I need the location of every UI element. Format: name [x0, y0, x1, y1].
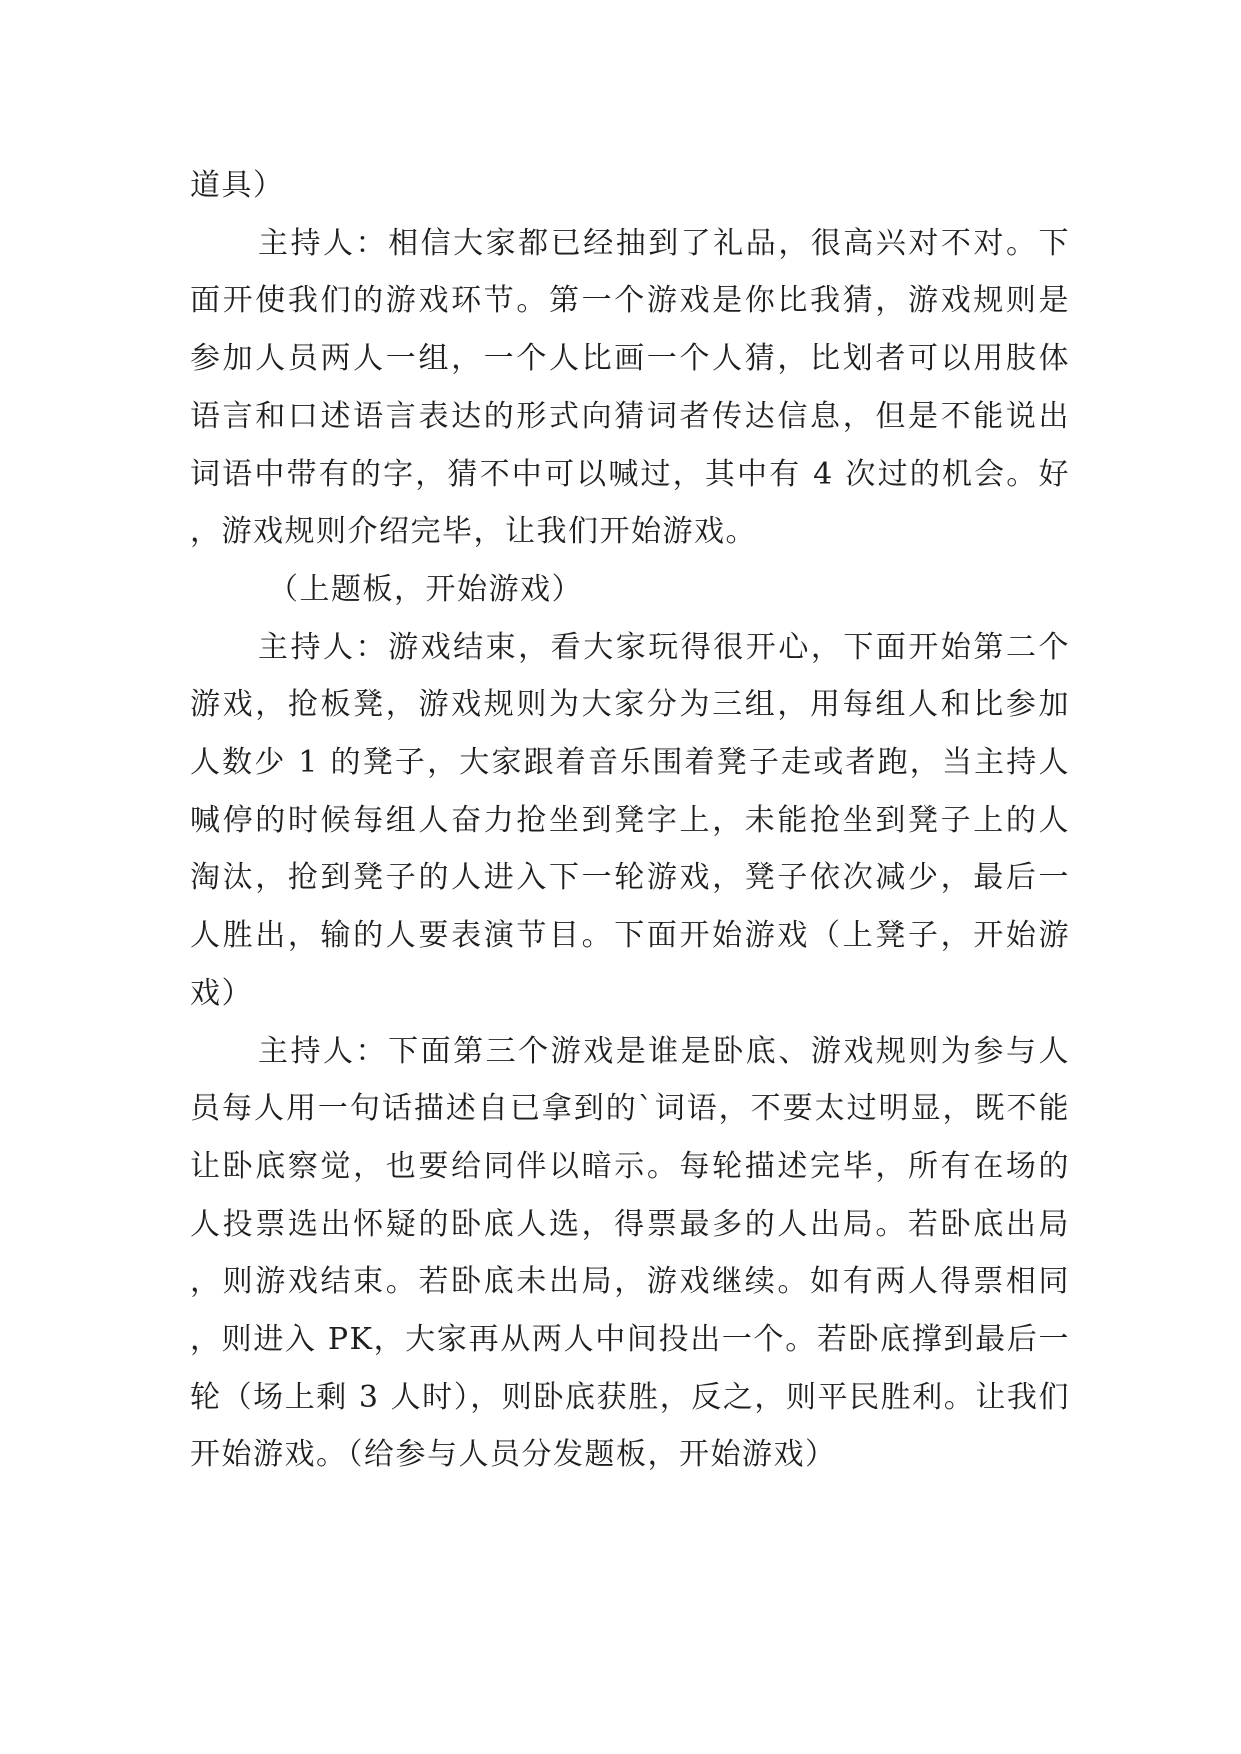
document-body	[190, 157, 1070, 1484]
paragraph-stage-direction: （上题板，开始游戏）	[268, 571, 583, 607]
paragraph-props-end: 道具）	[190, 168, 285, 203]
paragraph-host-game-one: 主持人：相信大家都已经抽到了礼品，很高兴对不对。下面开使我们的游戏环节。第一个游戏是你比我猜，游戏规则是参加人员两人一组，一个人比画一个人猜，比划者可以用肢体语言和口述语言表达的形式向猜词者传达信息，但是不能说出词语中带有的字，猜不中可以喊过，其中有 4 次过的机会。好，游戏规则介绍完毕，让我们开始游戏。	[190, 225, 1070, 550]
paragraph-host-game-two: 主持人：游戏结束，看大家玩得很开心，下面开始第二个游戏，抢板凳，游戏规则为大家分为三组，用每组人和比参加人数少 1 的凳子，大家跟着音乐围着凳子走或者跑，当主持人喊停的时候每组人奋力抢坐到凳字上，未能抢坐到凳子上的人淘汰，抢到凳子的人进入下一轮游戏，凳子依次减少，最后一人胜出，输的人要表演节目。下面开始游戏（上凳子，开始游戏）	[190, 629, 1070, 1011]
paragraph-host-game-three: 主持人：下面第三个游戏是谁是卧底、游戏规则为参与人员每人用一句话描述自已拿到的`词语，不要太过明显，既不能让卧底察觉，也要给同伴以暗示。每轮描述完毕，所有在场的人投票选出怀疑的卧底人选，得票最多的人出局。若卧底出局，则游戏结束。若卧底未出局，游戏继续。如有两人得票相同，则进入 PK，大家再从两人中间投出一个。若卧底撑到最后一轮（场上剩 3 人时），则卧底获胜，反之，则平民胜利。让我们开始游戏。（给参与人员分发题板，开始游戏）	[190, 1033, 1070, 1473]
